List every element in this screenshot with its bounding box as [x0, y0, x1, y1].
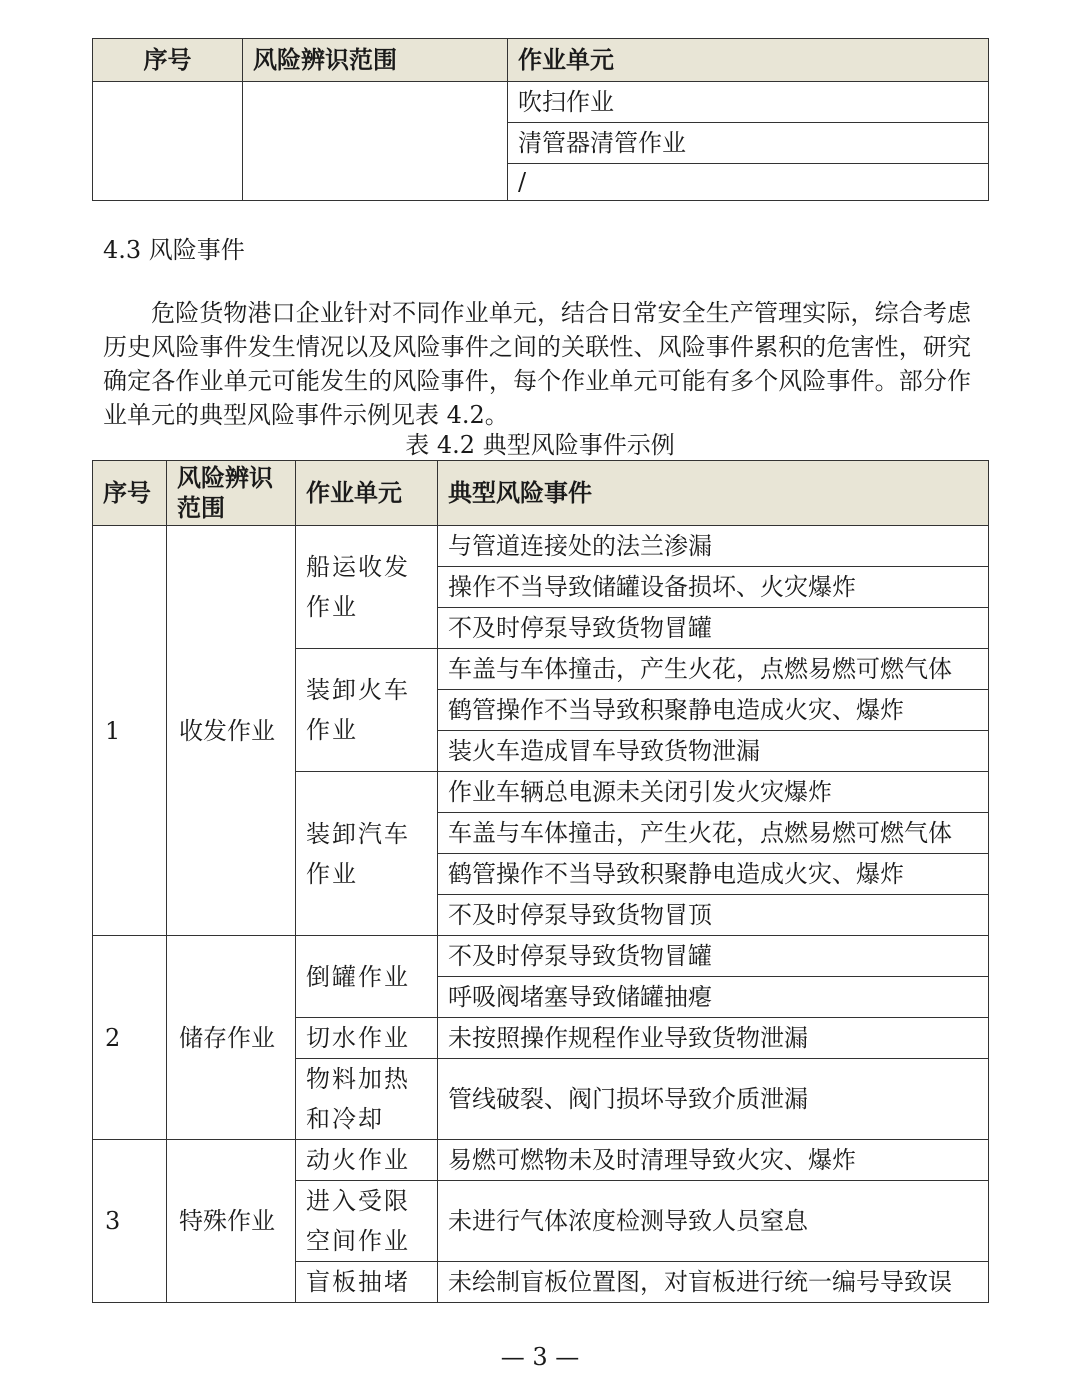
unit-cell: 倒罐作业 — [296, 936, 438, 1018]
header-unit: 作业单元 — [296, 461, 438, 526]
section-heading: 4.3 风险事件 — [103, 236, 245, 264]
event-cell: 装火车造成冒车导致货物泄漏 — [438, 731, 989, 772]
unit-cell: 装卸火车作业 — [296, 649, 438, 772]
event-cell: 鹤管操作不当导致积聚静电造成火灾、爆炸 — [438, 854, 989, 895]
unit-cell: 物料加热和冷却 — [296, 1059, 438, 1140]
unit-cell: 盲板抽堵 — [296, 1262, 438, 1303]
event-cell: 鹤管操作不当导致积聚静电造成火灾、爆炸 — [438, 690, 989, 731]
table-row — [93, 82, 989, 123]
scope-cell: 特殊作业 — [167, 1140, 296, 1303]
risk-event-table — [92, 460, 989, 1303]
unit-cell: / — [508, 164, 989, 201]
header-scope: 风险辨识范围 — [167, 461, 296, 526]
body-paragraph: 危险货物港口企业针对不同作业单元，结合日常安全生产管理实际，综合考虑历史风险事件发生情况以及风险事件之间的关联性、风险事件累积的危害性，研究确定各作业单元可能发生的风险事件，每个作业单元可能有多个风险事件。部分作业单元的典型风险事件示例见表 4.2。 — [103, 299, 971, 429]
unit-cell: 装卸汽车作业 — [296, 772, 438, 936]
event-cell: 呼吸阀堵塞导致储罐抽瘪 — [438, 977, 989, 1018]
event-cell: 未按照操作规程作业导致货物泄漏 — [438, 1018, 989, 1059]
header-unit: 作业单元 — [508, 39, 989, 82]
event-cell: 不及时停泵导致货物冒罐 — [438, 608, 989, 649]
event-cell: 车盖与车体撞击，产生火花，点燃易燃可燃气体 — [438, 813, 989, 854]
event-cell: 易燃可燃物未及时清理导致火灾、爆炸 — [438, 1140, 989, 1181]
event-cell: 作业车辆总电源未关闭引发火灾爆炸 — [438, 772, 989, 813]
header-seq: 序号 — [93, 39, 243, 82]
event-cell: 未绘制盲板位置图，对盲板进行统一编号导致误 — [438, 1262, 989, 1303]
seq-cell — [93, 82, 243, 201]
unit-cell: 切水作业 — [296, 1018, 438, 1059]
unit-cell: 动火作业 — [296, 1140, 438, 1181]
table-row — [93, 526, 989, 567]
table-header-row — [93, 461, 989, 526]
scope-cell — [243, 82, 508, 201]
event-cell: 操作不当导致储罐设备损坏、火灾爆炸 — [438, 567, 989, 608]
seq-cell: 1 — [93, 526, 167, 936]
event-cell: 不及时停泵导致货物冒罐 — [438, 936, 989, 977]
scope-cell: 储存作业 — [167, 936, 296, 1140]
header-event: 典型风险事件 — [438, 461, 989, 526]
unit-cell: 船运收发作业 — [296, 526, 438, 649]
event-cell: 未进行气体浓度检测导致人员窒息 — [438, 1181, 989, 1262]
event-cell: 车盖与车体撞击，产生火花，点燃易燃可燃气体 — [438, 649, 989, 690]
table-row — [93, 1140, 989, 1181]
table-row — [93, 936, 989, 977]
event-cell: 管线破裂、阀门损坏导致介质泄漏 — [438, 1059, 989, 1140]
unit-cell: 吹扫作业 — [508, 82, 989, 123]
seq-cell: 3 — [93, 1140, 167, 1303]
scope-cell: 收发作业 — [167, 526, 296, 936]
event-cell: 不及时停泵导致货物冒顶 — [438, 895, 989, 936]
unit-cell: 进入受限空间作业 — [296, 1181, 438, 1262]
page-number: — 3 — — [500, 1343, 580, 1371]
seq-cell: 2 — [93, 936, 167, 1140]
header-scope: 风险辨识范围 — [243, 39, 508, 82]
event-cell: 与管道连接处的法兰渗漏 — [438, 526, 989, 567]
continued-table — [92, 38, 989, 201]
table-header-row — [93, 39, 989, 82]
table-caption: 表 4.2 典型风险事件示例 — [405, 431, 675, 459]
header-seq: 序号 — [93, 461, 167, 526]
unit-cell: 清管器清管作业 — [508, 123, 989, 164]
